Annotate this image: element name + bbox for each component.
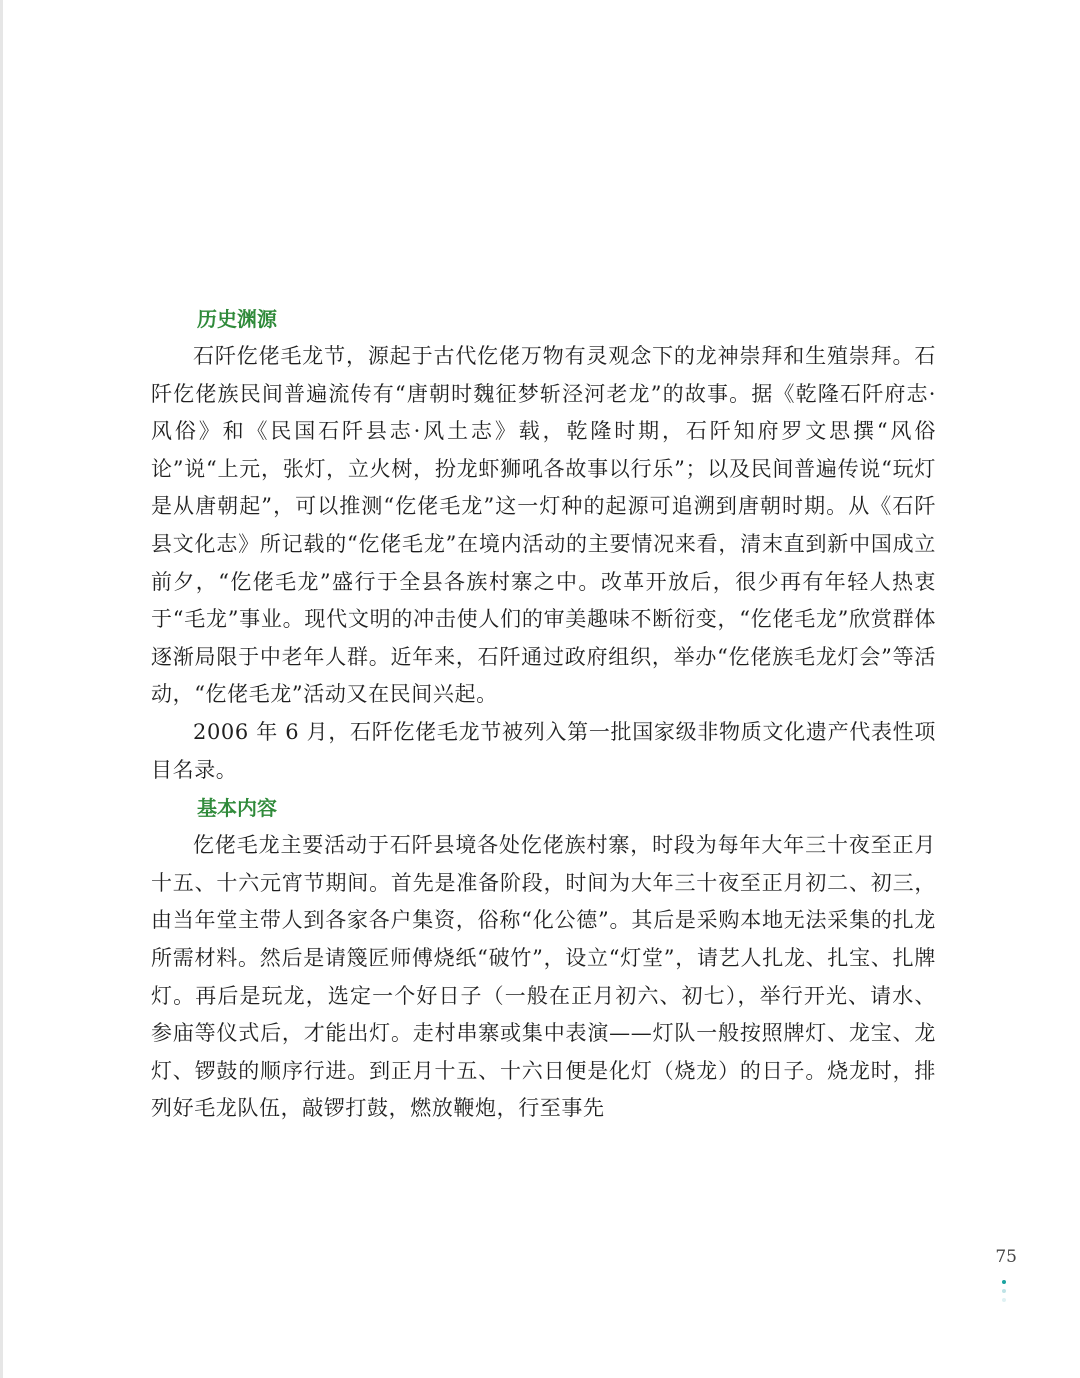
dot-secondary [1002, 1289, 1006, 1293]
page-content [151, 300, 936, 1128]
page-number: 75 [995, 1247, 1017, 1267]
page-decoration-dots [1001, 1280, 1007, 1307]
dot-primary [1002, 1280, 1006, 1284]
section-heading-history: 历史渊源 [197, 307, 277, 331]
dot-tertiary [1002, 1298, 1006, 1302]
page-left-edge [0, 0, 3, 1378]
paragraph-history-2: 2006 年 6 月，石阡仡佬毛龙节被列入第一批国家级非物质文化遗产代表性项目名录。 [151, 719, 936, 782]
paragraph-basic-content-1: 仡佬毛龙主要活动于石阡县境各处仡佬族村寨，时段为每年大年三十夜至正月十五、十六元宵节期间。首先是准备阶段，时间为大年三十夜至正月初二、初三，由当年堂主带人到各家各户集资，俗称“化公德”。其后是采购本地无法采集的扎龙所需材料。然后是请篾匠师傅烧纸“破竹”，设立“灯堂”，请艺人扎龙、扎宝、扎牌灯。再后是玩龙，选定一个好日子（一般在正月初六、初七），举行开光、请水、参庙等仪式后，才能出灯。走村串寨或集中表演——灯队一般按照牌灯、龙宝、龙灯、锣鼓的顺序行进。到正月十五、十六日便是化灯（烧龙）的日子。烧龙时，排列好毛龙队伍，敲锣打鼓，燃放鞭炮，行至事先 [151, 833, 936, 1121]
section-heading-basic-content: 基本内容 [197, 796, 277, 821]
paragraph-history-1: 石阡仡佬毛龙节，源起于古代仡佬万物有灵观念下的龙神崇拜和生殖崇拜。石阡仡佬族民间普遍流传有“唐朝时魏征梦斩泾河老龙”的故事。据《乾隆石阡府志·风俗》和《民国石阡县志·风土志》载，乾隆时期，石阡知府罗文思撰“风俗论”说“上元，张灯，立火树，扮龙虾狮吼各故事以行乐”；以及民间普遍传说“玩灯是从唐朝起”，可以推测“仡佬毛龙”这一灯种的起源可追溯到唐朝时期。从《石阡县文化志》所记载的“仡佬毛龙”在境内活动的主要情况来看，清末直到新中国成立前夕，“仡佬毛龙”盛行于全县各族村寨之中。改革开放后，很少再有年轻人热衷于“毛龙”事业。现代文明的冲击使人们的审美趣味不断衍变，“仡佬毛龙”欣赏群体逐渐局限于中老年人群。近年来，石阡通过政府组织，举办“仡佬族毛龙灯会”等活动，“仡佬毛龙”活动又在民间兴起。 [151, 344, 936, 707]
